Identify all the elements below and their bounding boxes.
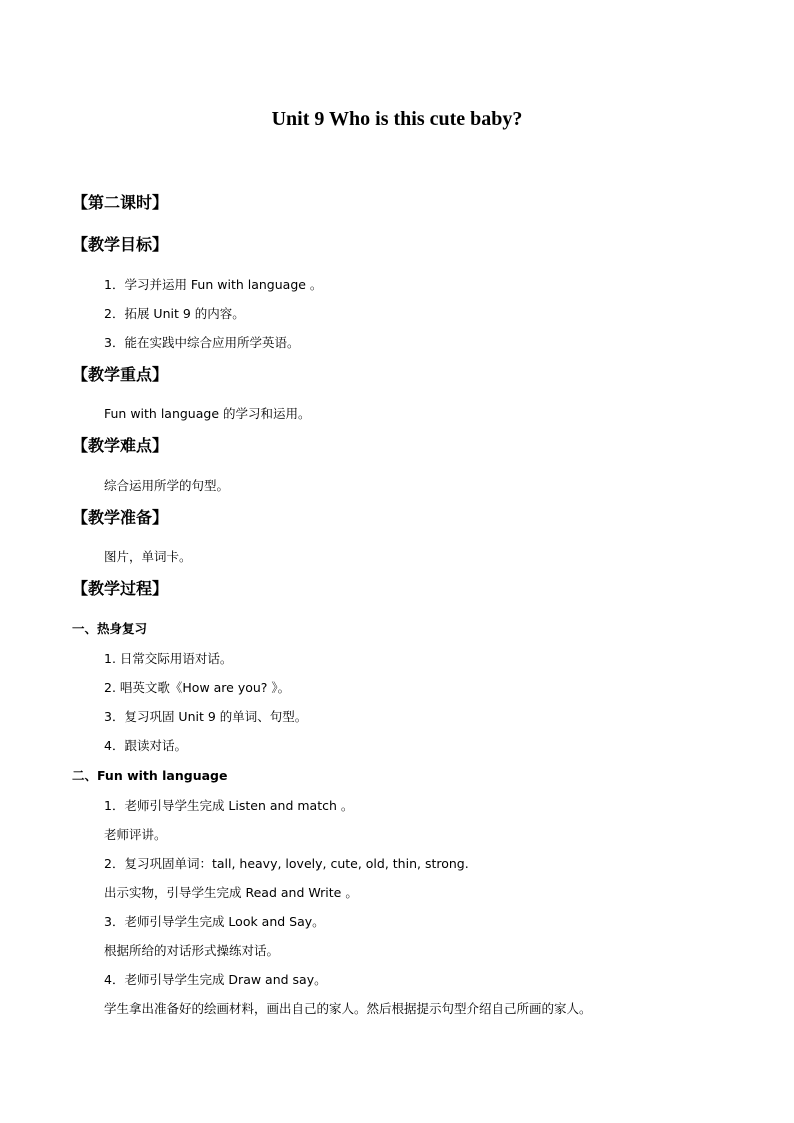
- fun-item-1: 1．老师引导学生完成 Listen and match 。: [104, 798, 354, 813]
- preparation-text: 图片，单词卡。: [104, 549, 192, 564]
- warmup-item-3: 3．复习巩固 Unit 9 的单词、句型。: [104, 709, 308, 724]
- fun-item-6: 根据所给的对话形式操练对话。: [104, 943, 280, 958]
- fun-item-7: 4．老师引导学生完成 Draw and say。: [104, 972, 327, 987]
- objective-item-1: 1．学习并运用 Fun with language 。: [104, 277, 323, 292]
- section-warmup-title: 一、热身复习: [72, 621, 148, 636]
- objective-item-2: 2．拓展 Unit 9 的内容。: [104, 306, 245, 321]
- warmup-item-4: 4．跟读对话。: [104, 738, 187, 753]
- preparation-heading: 【教学准备】: [72, 508, 169, 527]
- key-points-heading: 【教学重点】: [72, 365, 169, 384]
- fun-item-8: 学生拿出准备好的绘画材料，画出自己的家人。然后根据提示句型介绍自己所画的家人。: [104, 1001, 592, 1016]
- warmup-item-2: 2. 唱英文歌《How are you? 》。: [104, 680, 291, 695]
- fun-item-2: 老师评讲。: [104, 827, 167, 842]
- difficulties-heading: 【教学难点】: [72, 436, 169, 455]
- process-heading: 【教学过程】: [72, 579, 169, 598]
- key-points-text: Fun with language 的学习和运用。: [104, 406, 311, 421]
- difficulties-text: 综合运用所学的句型。: [104, 478, 230, 493]
- lesson-heading: 【第二课时】: [72, 193, 169, 212]
- document-title: Unit 9 Who is this cute baby?: [271, 108, 523, 130]
- warmup-item-1: 1. 日常交际用语对话。: [104, 651, 233, 666]
- section-fun-title: 二、Fun with language: [72, 768, 228, 783]
- fun-item-3: 2．复习巩固单词：tall, heavy, lovely, cute, old, thin, strong.: [104, 856, 469, 871]
- objective-item-3: 3．能在实践中综合应用所学英语。: [104, 335, 300, 350]
- fun-item-5: 3．老师引导学生完成 Look and Say。: [104, 914, 325, 929]
- fun-item-4: 出示实物，引导学生完成 Read and Write 。: [104, 885, 358, 900]
- objectives-heading: 【教学目标】: [72, 235, 169, 254]
